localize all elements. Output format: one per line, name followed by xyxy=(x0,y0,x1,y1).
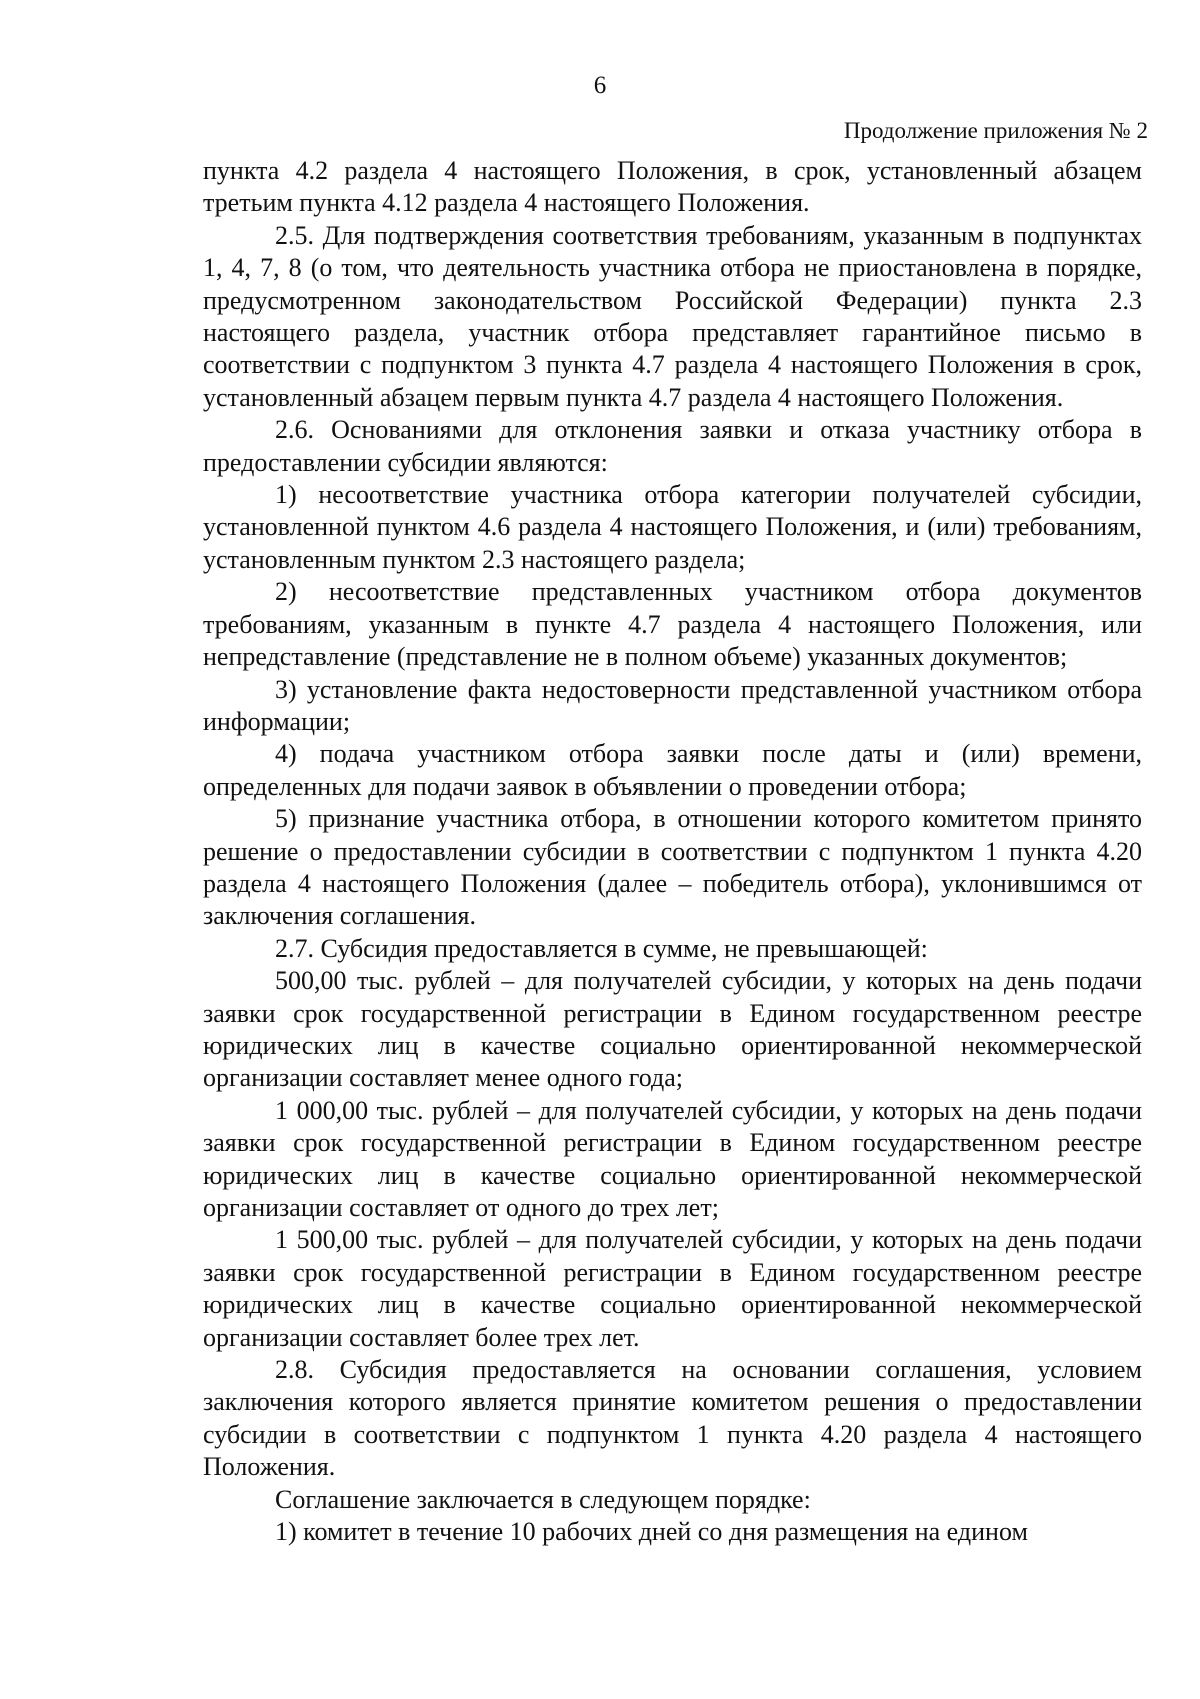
page-number: 6 xyxy=(593,72,607,99)
list-item: 2) несоответствие представленных участником отбора документов требованиям, указанным в пункте 4.7 раздела 4 настоящего Положения, или непредставление (представление не в полном объеме) указанных документов; xyxy=(203,577,1142,672)
list-item: 3) установление факта недостоверности представленной участником отбора информации; xyxy=(203,674,1142,736)
paragraph: Соглашение заключается в следующем порядке: xyxy=(275,1484,811,1514)
paragraph: 2.7. Субсидия предоставляется в сумме, не превышающей: xyxy=(275,933,928,963)
list-item: 5) признание участника отбора, в отношении которого комитетом принято решение о предоставлении субсидии в соответствии с подпунктом 1 пункта 4.20 раздела 4 настоящего Положения (далее – победитель отбора), уклонившимся от заключения соглашения. xyxy=(203,804,1142,931)
paragraph: 500,00 тыс. рублей – для получателей субсидии, у которых на день подачи заявки срок государственной регистрации в Едином государственном реестре юридических лиц в качестве социально ориентированной некоммерческой организации составляет менее одного года; xyxy=(203,966,1142,1093)
appendix-note: Продолжение приложения № 2 xyxy=(843,118,1148,143)
list-item: 4) подача участником отбора заявки после даты и (или) времени, определенных для подачи заявок в объявлении о проведении отбора; xyxy=(203,739,1142,801)
paragraph: пункта 4.2 раздела 4 настоящего Положения, в срок, установленный абзацем третьим пункта 4.12 раздела 4 настоящего Положения. xyxy=(203,156,1142,218)
paragraph: 1 500,00 тыс. рублей – для получателей субсидии, у которых на день подачи заявки срок государственной регистрации в Едином государственном реестре юридических лиц в качестве социально ориентированной некоммерческой организации составляет более трех лет. xyxy=(203,1225,1142,1352)
list-item: 1) несоответствие участника отбора категории получателей субсидии, установленной пунктом 4.6 раздела 4 настоящего Положения, и (или) требованиям, установленным пунктом 2.3 настоящего раздела; xyxy=(203,480,1142,574)
paragraph: 2.6. Основаниями для отклонения заявки и отказа участнику отбора в предоставлении субсидии являются: xyxy=(203,415,1142,477)
document-body xyxy=(203,155,1142,1548)
paragraph: 2.5. Для подтверждения соответствия требованиям, указанным в подпунктах 1, 4, 7, 8 (о том, что деятельность участника отбора не приостановлена в порядке, предусмотренном законодательством Российской Федерации) пункта 2.3 настоящего раздела, участник отбора представляет гарантийное письмо в соответствии с подпунктом 3 пункта 4.7 раздела 4 настоящего Положения в срок, установленный абзацем первым пункта 4.7 раздела 4 настоящего Положения. xyxy=(203,220,1142,412)
paragraph: 1 000,00 тыс. рублей – для получателей субсидии, у которых на день подачи заявки срок государственной регистрации в Едином государственном реестре юридических лиц в качестве социально ориентированной некоммерческой организации составляет от одного до трех лет; xyxy=(203,1095,1142,1222)
list-item: 1) комитет в течение 10 рабочих дней со дня размещения на едином xyxy=(275,1517,1028,1547)
paragraph: 2.8. Субсидия предоставляется на основании соглашения, условием заключения которого является принятие комитетом решения о предоставлении субсидии в соответствии с подпунктом 1 пункта 4.20 раздела 4 настоящего Положения. xyxy=(203,1355,1142,1482)
